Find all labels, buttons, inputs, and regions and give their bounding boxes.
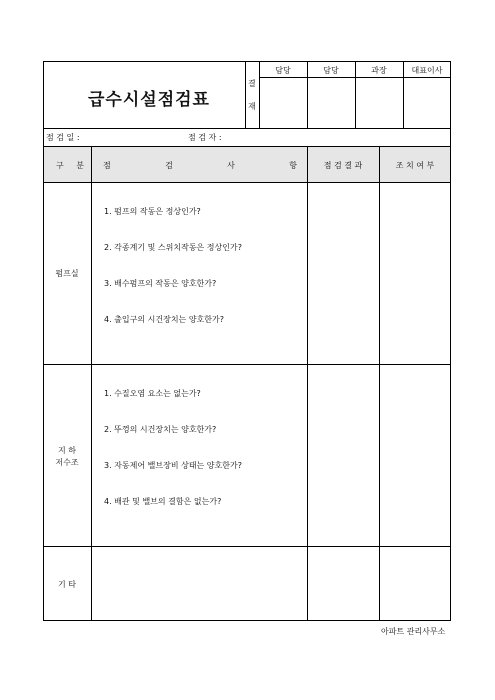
date-row-bottom-line: [43, 146, 451, 147]
approval-role: 과장: [371, 66, 387, 75]
approval-role: 담당: [275, 66, 291, 75]
action-cell[interactable]: [380, 365, 450, 546]
check-item: 4. 배관 및 밸브의 결함은 없는가?: [104, 497, 222, 506]
approval-signature-box[interactable]: [260, 78, 307, 128]
approval-signature-box[interactable]: [404, 78, 451, 128]
approval-signature-box[interactable]: [308, 78, 355, 128]
action-cell[interactable]: [380, 547, 450, 620]
section-name: 저수조: [55, 458, 79, 467]
action-header: 조 치 여 부: [395, 161, 435, 170]
check-item: 2. 뚜껑의 시건장치는 양호한가?: [104, 425, 217, 434]
result-cell[interactable]: [308, 547, 379, 620]
form-title: 급수시설점검표: [88, 90, 210, 110]
footer-office: 아파트 관리사무소: [381, 627, 446, 636]
approval-left-line: [245, 61, 246, 128]
approval-signature-box[interactable]: [356, 78, 403, 128]
check-item: 1. 펌프의 작동은 정상인가?: [104, 207, 201, 216]
approval-role: 담당: [323, 66, 339, 75]
check-item: 3. 자동제어 밸브장비 상태는 양호한가?: [104, 461, 242, 470]
title-bottom-line: [43, 128, 451, 129]
items-header: 점 검 사 항: [103, 161, 297, 170]
approval-label: 재: [248, 102, 256, 111]
approval-role: 대표이사: [411, 66, 443, 75]
result-cell[interactable]: [308, 183, 379, 364]
inspector-label: 점 검 자 :: [188, 133, 222, 142]
check-item: 2. 각종계기 및 스위치작동은 정상인가?: [104, 243, 242, 252]
result-cell[interactable]: [308, 365, 379, 546]
check-item: 3. 배수펌프의 작동은 양호한가?: [104, 279, 217, 288]
section-name: 지 하: [58, 446, 76, 455]
approval-label: 결: [248, 79, 256, 88]
other-items-cell[interactable]: [92, 547, 307, 620]
check-item: 1. 수질오염 요소는 없는가?: [104, 389, 201, 398]
inspection-date-label: 점 검 일 :: [46, 133, 80, 142]
section-name: 펌프실: [55, 269, 79, 278]
section-name: 기 타: [58, 580, 76, 589]
result-header: 점 검 결 과: [323, 161, 363, 170]
category-header: 구 분: [56, 161, 84, 170]
action-cell[interactable]: [380, 183, 450, 364]
check-item: 4. 출입구의 시건장치는 양호한가?: [104, 315, 224, 324]
